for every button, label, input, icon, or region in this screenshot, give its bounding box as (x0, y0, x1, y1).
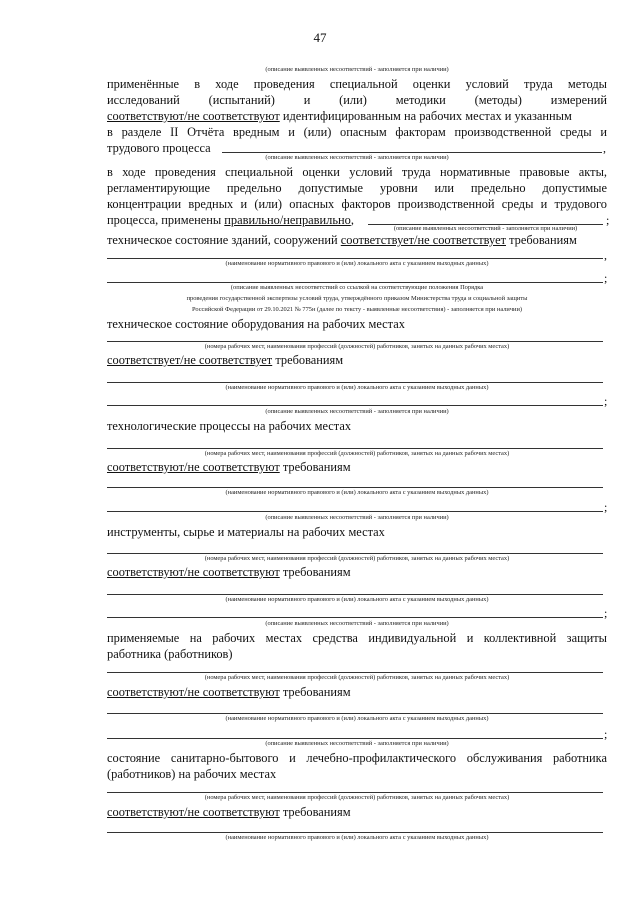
block6-requirement: соответствуют/не соответствуют требованиям (107, 565, 351, 579)
block8-line2: (работников) на рабочих местах (107, 767, 277, 781)
block1-line5: трудового процесса (107, 141, 211, 155)
fill-line (107, 282, 603, 283)
block6-title: инструменты, сырье и материалы на рабочих местах (107, 525, 385, 539)
caption-long-1: (описание выявленных несоответствий со ссылкой на соответствующие положения Порядка (230, 284, 484, 291)
fill-line (107, 672, 603, 673)
fill-line (107, 487, 603, 488)
caption-normative: (наименование нормативного правового и (или) локального акта с указанием выходных данных) (225, 384, 489, 391)
block3-line1-full: техническое состояние зданий, сооружений соответствует/не соответствует требованиям (107, 233, 577, 247)
fill-line (107, 382, 603, 383)
caption-normative: (наименование нормативного правового и (или) локального акта с указанием выходных данных) (225, 715, 489, 722)
fill-line (107, 448, 603, 449)
caption-description: (описание выявленных несоответствий - заполняется при наличии) (265, 66, 449, 73)
block1-line1: применённые в ходе проведения специальной оценки условий труда методы (107, 77, 607, 91)
block8-requirement: соответствуют/не соответствуют требованиям (107, 805, 351, 819)
block1-line2: исследований (испытаний) и (или) методики (методы) измерений (107, 93, 607, 107)
semicolon: ; (606, 213, 610, 227)
block2-line3: концентрации вредных и (или) опасных факторов производственной среды и трудового (107, 197, 607, 211)
fill-line (107, 713, 603, 714)
fill-line (107, 553, 603, 554)
caption-description: (описание выявленных несоответствий - заполняется при наличии) (393, 225, 578, 232)
fill-line (222, 152, 602, 153)
fill-line (107, 511, 603, 512)
block1-line3: соответствуют/не соответствуют идентифицированным на рабочих местах и указанным (107, 109, 572, 123)
caption-description: (описание выявленных несоответствий - заполняется при наличии) (265, 514, 449, 521)
fill-line (107, 832, 603, 833)
caption-normative: (наименование нормативного правового и (или) локального акта с указанием выходных данных) (225, 260, 489, 267)
fill-line (107, 738, 603, 739)
caption-long-3: Российской Федерации от 29.10.2021 № 775н (далее по тексту - выявленные несоответствия) - заполняется при наличии) (191, 306, 523, 313)
block7-line1: применяемые на рабочих местах средства индивидуальной и коллективной защиты (107, 631, 607, 645)
caption-workplaces: (номера рабочих мест, наименования профессий (должностей) работников, занятых на данных рабочих местах) (204, 674, 510, 681)
caption-workplaces: (номера рабочих мест, наименования профессий (должностей) работников, занятых на данных рабочих местах) (204, 450, 510, 457)
block4-requirement: соответствует/не соответствует требованиям (107, 353, 344, 367)
block2-line4: процесса, применены правильно/неправильно, (107, 213, 354, 227)
caption-workplaces: (номера рабочих мест, наименования профессий (должностей) работников, занятых на данных рабочих местах) (204, 555, 510, 562)
caption-workplaces: (номера рабочих мест, наименования профессий (должностей) работников, занятых на данных рабочих местах) (204, 794, 510, 801)
fill-line (107, 792, 603, 793)
caption-long-2: проведения государственной экспертизы условий труда, утверждённого приказом Министерства труда и социальной защиты (186, 295, 528, 302)
block5-title: технологические процессы на рабочих местах (107, 419, 352, 433)
block1-line4: в разделе II Отчёта вредным и (или) опасным факторам производственной среды и (107, 125, 607, 139)
block7-line2: работника (работников) (107, 647, 233, 661)
caption-normative: (наименование нормативного правового и (или) локального акта с указанием выходных данных) (225, 834, 489, 841)
page-number: 47 (313, 30, 327, 45)
comma: , (604, 248, 607, 262)
caption-description: (описание выявленных несоответствий - заполняется при наличии) (265, 408, 449, 415)
block7-requirement: соответствуют/не соответствуют требованиям (107, 685, 351, 699)
block5-requirement: соответствуют/не соответствуют требованиям (107, 460, 351, 474)
semicolon: ; (604, 394, 608, 408)
comma: , (603, 141, 606, 155)
caption-description: (описание выявленных несоответствий - заполняется при наличии) (265, 740, 449, 747)
block2-line1: в ходе проведения специальной оценки условий труда нормативные правовые акты, (107, 165, 607, 179)
caption-normative: (наименование нормативного правового и (или) локального акта с указанием выходных данных) (225, 596, 489, 603)
caption-workplaces: (номера рабочих мест, наименования профессий (должностей) работников, занятых на данных рабочих местах) (204, 343, 510, 350)
block2-line2: регламентирующие предельно допустимые уровни или предельно допустимые (107, 181, 607, 195)
fill-line (107, 594, 603, 595)
fill-line (107, 617, 603, 618)
caption-normative: (наименование нормативного правового и (или) локального акта с указанием выходных данных) (225, 489, 489, 496)
caption-description: (описание выявленных несоответствий - заполняется при наличии) (265, 154, 449, 161)
fill-line (107, 258, 603, 259)
semicolon: ; (604, 500, 608, 514)
block4-title: техническое состояние оборудования на рабочих местах (107, 317, 405, 331)
semicolon: ; (604, 606, 608, 620)
semicolon: ; (604, 727, 608, 741)
semicolon: ; (604, 271, 608, 285)
caption-description: (описание выявленных несоответствий - заполняется при наличии) (265, 620, 449, 627)
fill-line (107, 341, 603, 342)
fill-line (107, 405, 603, 406)
block8-line1: состояние санитарно-бытового и лечебно-профилактического обслуживания работника (107, 751, 607, 765)
